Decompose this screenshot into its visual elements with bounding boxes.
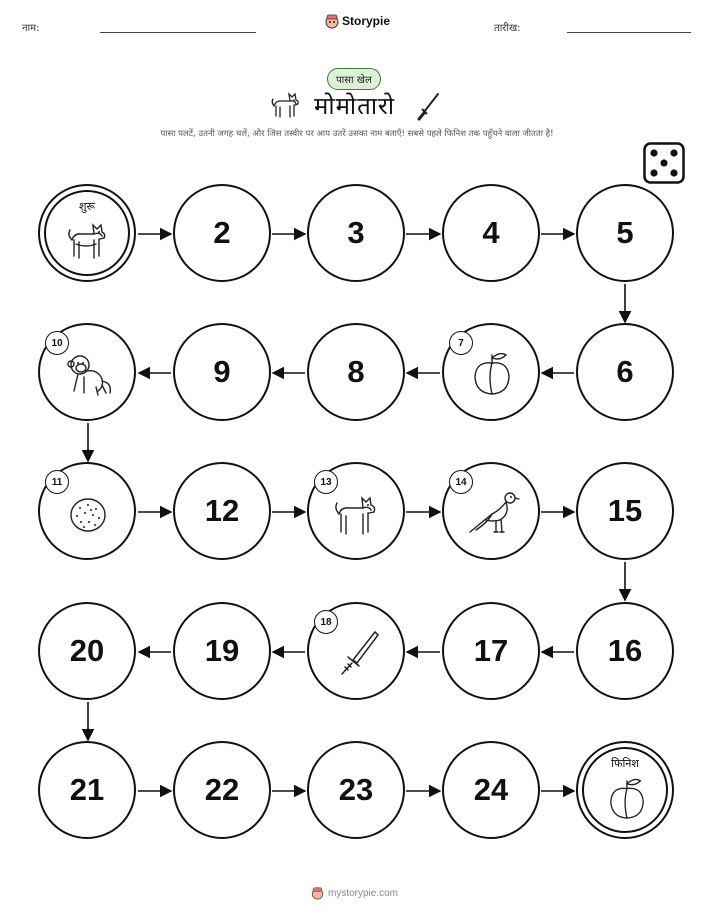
board-space-2[interactable] xyxy=(173,184,271,282)
board-space-13[interactable] xyxy=(307,462,405,560)
date-label: तारीख: xyxy=(494,23,521,34)
footer-url[interactable]: mystorypie.com xyxy=(328,887,399,899)
space-number: 2 xyxy=(213,215,231,250)
board-space-15[interactable] xyxy=(576,462,674,560)
monkey-icon xyxy=(64,351,116,401)
space-number: 12 xyxy=(204,493,240,528)
pheasant-icon xyxy=(466,488,522,540)
space-number-badge: 11 xyxy=(45,470,69,494)
board-space-21[interactable] xyxy=(38,741,136,839)
page-title: मोमोतारो xyxy=(314,92,396,120)
storypie-mascot-icon xyxy=(311,886,324,900)
board-space-9[interactable] xyxy=(173,323,271,421)
finish-space[interactable] xyxy=(576,741,674,839)
board-space-3[interactable] xyxy=(307,184,405,282)
space-number: 4 xyxy=(482,215,500,250)
space-number: 20 xyxy=(69,633,105,668)
sword-icon xyxy=(335,628,381,678)
board-space-7[interactable] xyxy=(442,323,540,421)
board-space-14[interactable] xyxy=(442,462,540,560)
board-space-11[interactable] xyxy=(38,462,136,560)
footer xyxy=(311,886,398,900)
board-space-6[interactable] xyxy=(576,323,674,421)
board-space-22[interactable] xyxy=(173,741,271,839)
space-number: 19 xyxy=(204,633,240,668)
space-number: 17 xyxy=(473,633,509,668)
game-type-badge: पासा खेल xyxy=(327,68,381,90)
space-number: 24 xyxy=(473,772,509,807)
dog-icon xyxy=(64,218,114,264)
space-number-badge: 7 xyxy=(449,331,473,355)
board-space-18[interactable] xyxy=(307,602,405,700)
board-space-23[interactable] xyxy=(307,741,405,839)
space-number: 3 xyxy=(347,215,365,250)
space-number: 15 xyxy=(607,493,643,528)
board-space-12[interactable] xyxy=(173,462,271,560)
space-number: 16 xyxy=(607,633,643,668)
finish-label: फिनिश xyxy=(611,757,639,770)
instructions-text: पासा पलटें, उतनी जगह चलें, और जिस तस्वीर पर आप उतरें उसका नाम बताएँ! सबसे पहले फिनिश तक पहुँचने वाला जीतता है! xyxy=(160,129,554,139)
space-number: 8 xyxy=(347,354,365,389)
peach-icon xyxy=(470,351,514,397)
space-number: 22 xyxy=(204,772,240,807)
space-number: 5 xyxy=(616,215,634,250)
peach-icon xyxy=(606,777,648,821)
board-space-4[interactable] xyxy=(442,184,540,282)
space-number-badge: 13 xyxy=(314,470,338,494)
dog-icon xyxy=(331,490,385,540)
rice-dumpling-icon xyxy=(66,494,110,536)
space-number-badge: 10 xyxy=(45,331,69,355)
space-number: 6 xyxy=(616,354,634,389)
start-space[interactable] xyxy=(38,184,136,282)
space-number: 21 xyxy=(69,772,105,807)
start-label: शुरू xyxy=(78,200,96,213)
name-label: नाम: xyxy=(22,23,40,34)
board-space-10[interactable] xyxy=(38,323,136,421)
space-number-badge: 18 xyxy=(314,610,338,634)
space-number-badge: 14 xyxy=(449,470,473,494)
board-space-17[interactable] xyxy=(442,602,540,700)
board-space-5[interactable] xyxy=(576,184,674,282)
brand-name: Storypie xyxy=(342,14,391,28)
board-space-24[interactable] xyxy=(442,741,540,839)
board-space-19[interactable] xyxy=(173,602,271,700)
board-space-16[interactable] xyxy=(576,602,674,700)
board-space-20[interactable] xyxy=(38,602,136,700)
board-space-8[interactable] xyxy=(307,323,405,421)
space-number: 23 xyxy=(338,772,374,807)
space-number: 9 xyxy=(213,354,231,389)
